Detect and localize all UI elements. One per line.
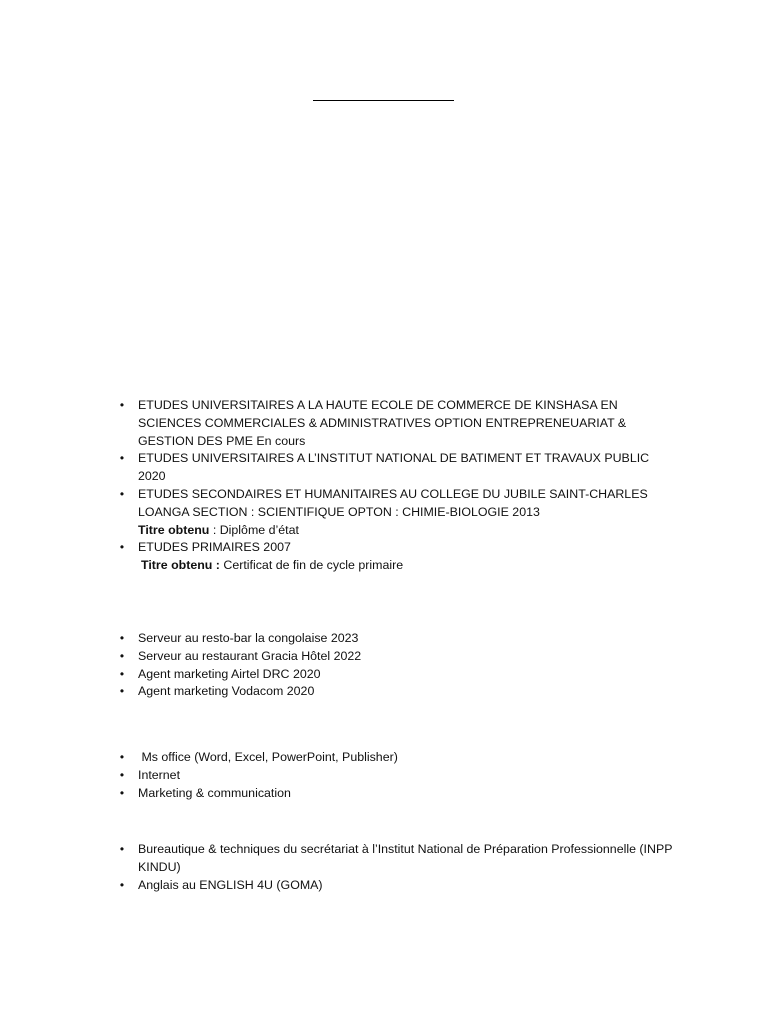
experience-item-text: Agent marketing Airtel DRC 2020: [138, 666, 321, 681]
training-item-text: Anglais au ENGLISH 4U (GOMA): [138, 877, 323, 892]
experience-item-text: Serveur au resto-bar la congolaise 2023: [138, 631, 359, 645]
experience-section: [108, 630, 678, 701]
skills-section: [108, 749, 678, 802]
bullet-icon: •: [119, 666, 125, 681]
education-item: [108, 539, 678, 575]
bullet-icon: •: [119, 451, 125, 466]
degree-line: [138, 522, 678, 540]
experience-item: [108, 648, 678, 666]
education-item: [108, 450, 678, 486]
skill-item: [108, 767, 678, 785]
education-item-text: ETUDES UNIVERSITAIRES A LA HAUTE ECOLE DE COMMERCE DE KINSHASA EN SCIENCES COMMERCIALES & ADMINISTRATIVES OPTION ENTREPRENEUARIAT & GESTION DES PME En cours: [138, 398, 627, 448]
education-item: [108, 397, 678, 450]
bullet-icon: •: [119, 785, 125, 800]
degree-value: : Diplôme d’état: [209, 522, 299, 537]
bullet-icon: •: [119, 540, 125, 555]
experience-item: [108, 630, 678, 648]
education-item-text: ETUDES UNIVERSITAIRES A L’INSTITUT NATIONAL DE BATIMENT ET TRAVAUX PUBLIC 2020: [138, 451, 650, 484]
bullet-icon: •: [119, 486, 125, 501]
education-section: [108, 397, 678, 575]
skill-item: [108, 785, 678, 803]
training-item: [108, 877, 678, 895]
bullet-icon: •: [119, 684, 125, 699]
skill-item-text: Internet: [138, 767, 181, 782]
degree-label: Titre obtenu: [138, 522, 210, 537]
education-item: [108, 486, 678, 539]
experience-item: [108, 683, 678, 701]
bullet-icon: •: [119, 631, 125, 645]
title-underline: [313, 100, 454, 101]
degree-line: [138, 557, 678, 575]
training-section: [108, 841, 678, 894]
bullet-icon: •: [119, 877, 125, 892]
experience-item-text: Serveur au restaurant Gracia Hôtel 2022: [138, 648, 362, 663]
experience-item: [108, 666, 678, 684]
training-item-text: Bureautique & techniques du secrétariat à l’Institut National de Préparation Professionnelle (INPP KINDU): [138, 842, 673, 874]
education-item-text: ETUDES SECONDAIRES ET HUMANITAIRES AU COLLEGE DU JUBILE SAINT-CHARLES LOANGA SECTION : SCIENTIFIQUE OPTON : CHIMIE-BIOLOGIE 2013: [138, 486, 648, 519]
training-list: [108, 841, 678, 894]
experience-list: [108, 630, 678, 701]
bullet-icon: •: [119, 842, 125, 856]
bullet-icon: •: [119, 750, 125, 764]
degree-label: Titre obtenu :: [141, 558, 220, 573]
skill-item-text: Marketing & communication: [138, 785, 291, 800]
bullet-icon: •: [119, 648, 125, 663]
experience-item-text: Agent marketing Vodacom 2020: [138, 684, 315, 699]
education-item-text: ETUDES PRIMAIRES 2007: [138, 540, 291, 555]
bullet-icon: •: [119, 767, 125, 782]
training-item: [108, 841, 678, 877]
degree-value: Certificat de fin de cycle primaire: [219, 558, 404, 573]
skill-item: [108, 749, 678, 767]
bullet-icon: •: [119, 398, 125, 412]
education-list: [108, 397, 678, 575]
skill-item-text: Ms office (Word, Excel, PowerPoint, Publisher): [138, 750, 398, 764]
skills-list: [108, 749, 678, 802]
